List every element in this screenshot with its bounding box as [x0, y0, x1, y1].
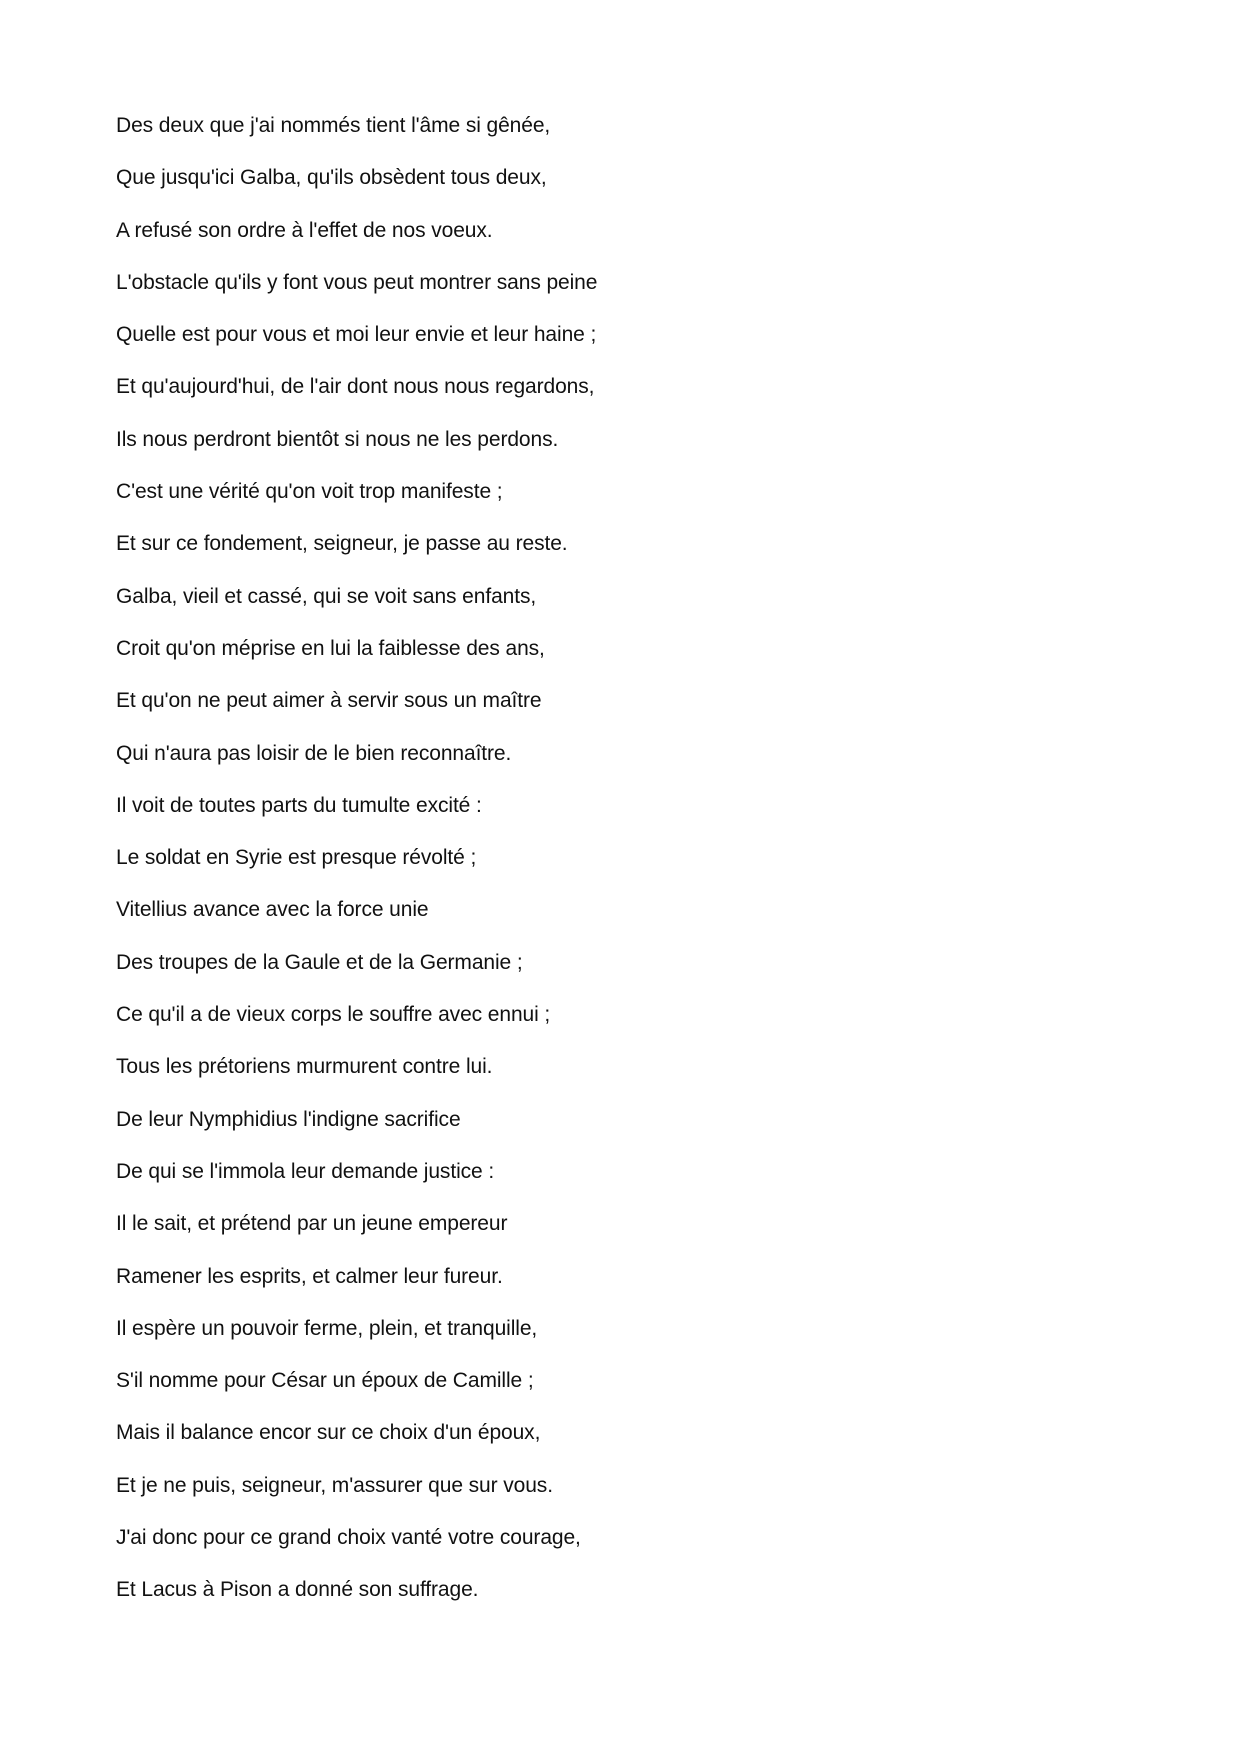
verse-line: Il voit de toutes parts du tumulte excité :	[116, 793, 482, 817]
verse-line: Mais il balance encor sur ce choix d'un époux,	[116, 1421, 541, 1445]
verse-line: J'ai donc pour ce grand choix vanté votre courage,	[116, 1526, 581, 1550]
verse-line: Ce qu'il a de vieux corps le souffre avec ennui ;	[116, 1003, 551, 1027]
verse-line: Des deux que j'ai nommés tient l'âme si gênée,	[116, 114, 551, 137]
verse-line: Quelle est pour vous et moi leur envie et leur haine ;	[116, 323, 597, 347]
verse-line: Et Lacus à Pison a donné son suffrage.	[116, 1578, 479, 1602]
verse-line: Vitellius avance avec la force unie	[116, 898, 429, 922]
poem-text	[116, 110, 1116, 1627]
verse-line: Il le sait, et prétend par un jeune empereur	[116, 1212, 508, 1236]
verse-line: Galba, vieil et cassé, qui se voit sans enfants,	[116, 584, 537, 608]
verse-line: Et sur ce fondement, seigneur, je passe au reste.	[116, 532, 568, 556]
verse-line: C'est une vérité qu'on voit trop manifeste ;	[116, 480, 503, 504]
verse-line: Ramener les esprits, et calmer leur fureur.	[116, 1264, 503, 1288]
verse-line: Et qu'aujourd'hui, de l'air dont nous nous regardons,	[116, 375, 595, 399]
verse-line: Qui n'aura pas loisir de le bien reconnaître.	[116, 741, 512, 765]
verse-line: Croit qu'on méprise en lui la faiblesse des ans,	[116, 636, 545, 660]
verse-line: A refusé son ordre à l'effet de nos voeux.	[116, 218, 493, 242]
verse-line: Il espère un pouvoir ferme, plein, et tranquille,	[116, 1316, 538, 1340]
verse-line: Et qu'on ne peut aimer à servir sous un maître	[116, 689, 542, 713]
verse-line: Ils nous perdront bientôt si nous ne les perdons.	[116, 427, 559, 451]
verse-line: Le soldat en Syrie est presque révolté ;	[116, 846, 477, 870]
verse-line: Tous les prétoriens murmurent contre lui.	[116, 1055, 493, 1079]
verse-line: S'il nomme pour César un époux de Camille ;	[116, 1369, 534, 1393]
verse-line: De qui se l'immola leur demande justice :	[116, 1159, 495, 1183]
verse-line: De leur Nymphidius l'indigne sacrifice	[116, 1107, 461, 1131]
verse-line: Des troupes de la Gaule et de la Germanie ;	[116, 950, 523, 974]
verse-line: Et je ne puis, seigneur, m'assurer que sur vous.	[116, 1473, 553, 1497]
verse-line: L'obstacle qu'ils y font vous peut montrer sans peine	[116, 270, 598, 294]
verse-line: Que jusqu'ici Galba, qu'ils obsèdent tous deux,	[116, 166, 547, 190]
